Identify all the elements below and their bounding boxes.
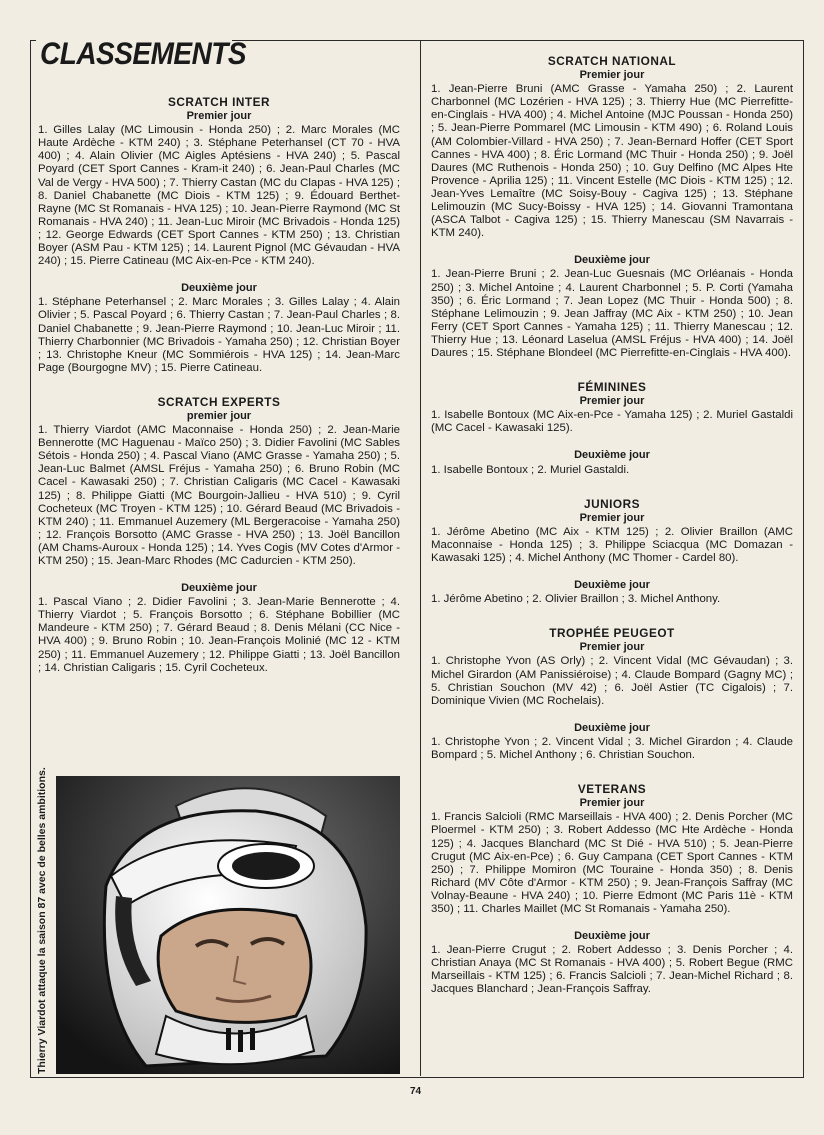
helmet-illustration — [56, 776, 400, 1074]
section-title: TROPHÉE PEUGEOT — [549, 626, 675, 641]
day2-label: Deuxième jour — [574, 930, 650, 943]
results-day1: 1. Gilles Lalay (MC Limousin - Honda 250) ; 2. Marc Morales (MC Haute Ardèche - KTM 240) ; 3. Stéphane Peterhansel (CT 70 - HVA 400) ; 4. Alain Olivier (MC Aigles Aptésiens - HVA 240) ; 5. Pascal Poyard (CET Sport Cannes - Kram-it 240) ; 6. Jean-Paul Charles (MC Val de Vergy - HVA 500) ; 7. Thierry Castan (MC du Clapas - HVA 125) ; 8. Daniel Chabanette (MC Diois - KTM 125) ; 9. Édouard Berthet-Rayne (MC St Romanais - HVA 125) ; 10. Jean-Pierre Raymond (MC St Romanais - HVA 240) ; 11. Jean-Luc Miroir (MC Brivadois - Honda 125) ; 12. George Edwards (CET Sport Cannes - KTM 250) ; 13. Christian Boyer (ASM Pau - KTM 125) ; 14. Laurent Pignol (MC Gévaudan - HVA 240) ; 15. Pierre Catineau (MC Aix-en-Pce - KTM 240). — [38, 124, 400, 268]
section-title: FÉMININES — [577, 380, 647, 395]
section-title: VETERANS — [577, 782, 647, 797]
day2-label: Deuxième jour — [574, 579, 650, 592]
results-day2: 1. Jérôme Abetino ; 2. Olivier Braillon ; 3. Michel Anthony. — [431, 593, 721, 606]
section-scratch-experts — [38, 396, 400, 675]
results-day1: 1. Jérôme Abetino (MC Aix - KTM 125) ; 2. Olivier Braillon (AMC Maconnaise - Honda 125) ; 3. Philippe Sciacqua (MC Domazan - Kawasaki 125) ; 4. Michel Anthony (MC Thomer - Cardel 80). — [431, 525, 793, 564]
section-scratch-inter — [38, 96, 400, 375]
section-juniors — [431, 498, 793, 607]
results-day2: 1. Isabelle Bontoux ; 2. Muriel Gastaldi. — [431, 463, 630, 476]
day1-label: Premier jour — [579, 511, 645, 524]
left-column — [38, 96, 400, 696]
results-day1: 1. Christophe Yvon (AS Orly) ; 2. Vincent Vidal (MC Gévaudan) ; 3. Michel Girardon (AM Panissiéroise) ; 4. Claude Bompard (Gagny MC) ; 5. Christian Souchon (MV 42) ; 6. Joël Astier (TC Cigalois) ; 7. Dominique Vivien (MC Rochelais). — [431, 655, 793, 707]
day2-label: Deuxième jour — [574, 449, 650, 462]
section-title: SCRATCH EXPERTS — [157, 394, 281, 409]
section-title: JUNIORS — [584, 496, 640, 511]
day1-label: Premier jour — [579, 797, 645, 810]
results-day1: 1. Isabelle Bontoux (MC Aix-en-Pce - Yamaha 125) ; 2. Muriel Gastaldi (MC Cacel - Kawasaki 125). — [431, 409, 793, 435]
page-title: CLASSEMENTS — [40, 36, 247, 71]
results-day2: 1. Jean-Pierre Bruni ; 2. Jean-Luc Guesnais (MC Orléanais - Honda 250) ; 3. Michel Antoine ; 4. Laurent Charbonnel ; 5. P. Corti (Yamaha 350) ; 6. Éric Lormand ; 7. Jean Lopez (MC Thuir - Honda 500) ; 8. Stéphane Lelimouzin ; 9. Jean Jaffray (MC Aix - KTM 250) ; 10. Jean Ferry (CET Sport Cannes - Yamaha 125) ; 11. Thierry Manescau ; 12. Thierry Hue ; 13. Léonard Laselua (AMSL Fréjus - HVA 400) ; 14. Joël Daures ; 15. Stéphane Blondeel (MC Pierrefitte-en-Cinglais - HVA 400). — [431, 268, 793, 359]
section-title: SCRATCH INTER — [168, 95, 270, 109]
day2-label: Deuxième jour — [181, 282, 257, 295]
section-title: SCRATCH NATIONAL — [547, 54, 677, 68]
page-number: 74 — [410, 1086, 422, 1097]
section-feminines — [431, 381, 793, 477]
day1-label: Premier jour — [579, 69, 645, 82]
results-day2: 1. Jean-Pierre Crugut ; 2. Robert Addesso ; 3. Denis Porcher ; 4. Christian Anaya (MC St Romanais - HVA 400) ; 5. Robert Begue (RMC Marseillais - KTM 125) ; 6. Francis Salcioli ; 7. Jean-Michel Richard ; 8. Jacques Blanchard ; Jean-François Saffray. — [431, 944, 793, 996]
results-day1: 1. Thierry Viardot (AMC Maconnaise - Honda 250) ; 2. Jean-Marie Bennerotte (MC Haguenau - Maïco 250) ; 3. Didier Favolini (MC Sables Sétois - Honda 250) ; 4. Pascal Viano (AMC Grasse - Yamaha 250) ; 5. Jean-Luc Balmet (AMSL Fréjus - Yamaha 250) ; 6. Bruno Robin (MC Cacel - Kawasaki 250) ; 7. Christian Caligaris (MC Cacel - Kawasaki 125) ; 8. Philippe Giatti (MC Bourgoin-Jallieu - HVA 510) ; 9. Cyril Cocheteux (MC Troyen - KTM 125) ; 10. Gérard Beaud (MC Brivadois - KTM 240) ; 11. Emmanuel Auzemery (ML Bergeracoise - Yamaha 250) ; 12. François Borsotto (AMC Grasse - HVA 250) ; 13. Joël Bancillon (AM Chams-Auroux - Honda 125) ; 14. Yves Cogis (MV Cotes d'Armor - KTM 250) ; 15. Jean-Marc Rhodes (MC Cadurcien - KTM 250). — [38, 424, 400, 567]
results-day2: 1. Pascal Viano ; 2. Didier Favolini ; 3. Jean-Marie Bennerotte ; 4. Thierry Viardot ; 5. François Borsotto ; 6. Stéphane Bobillier (MC Mandeure - KTM 250) ; 7. Gérard Beaud ; 8. Denis Mélani (CC Nice - HVA 400) ; 9. Bruno Robin ; 10. Jean-François Molinié (MC 12 - KTM 250) ; 11. Emmanuel Auzemery ; 12. Philippe Giatti ; 13. Joël Bancillon ; 14. Christian Caligaris ; 15. Cyril Cocheteux. — [38, 596, 400, 674]
photo-caption: Thierry Viardot attaque la saison 87 avec de belles ambitions. — [36, 767, 48, 1074]
day1-label: Premier jour — [579, 641, 645, 654]
day2-label: Deuxième jour — [574, 254, 650, 267]
results-day1: 1. Jean-Pierre Bruni (AMC Grasse - Yamaha 250) ; 2. Laurent Charbonnel (MC Lozérien - HVA 125) ; 3. Thierry Hue (MC Pierrefitte-en-Cinglais - HVA 400) ; 4. Michel Antoine (MJC Poussan - Honda 250) ; 5. Jean-Pierre Pommarel (MC Limousin - KTM 490) ; 6. Roland Louis (AM Colombier-Villard - HVA 250) ; 7. Jean-Bernard Hoffer (CET Sport Cannes - HVA 400) ; 8. Éric Lormand (MC Thuir - Honda 250) ; 9. Joël Daures (MC Ruthenois - Honda 250) ; 10. Guy Delfino (MC Alpes Hte Provence - Aprilia 125) ; 11. Vincent Estelle (MC Diois - KTM 125) ; 12. Jean-Yves Lemaître (MC Soisy-Bouy - Cagiva 125) ; 13. Stéphane Lelimouzin (MC Sucy-Boissy - HVA 125) ; 14. Giovanni Tramontana (ASCA Talbot - Cagiva 125) ; 15. Thierry Manescau (SM Navarrais - KTM 240). — [431, 83, 793, 240]
right-column — [431, 55, 793, 1018]
column-divider — [420, 40, 421, 1076]
section-veterans — [431, 783, 793, 996]
day2-label: Deuxième jour — [574, 721, 650, 734]
rider-photo — [56, 776, 400, 1074]
day1-label: Premier jour — [579, 395, 645, 408]
results-day1: 1. Francis Salcioli (RMC Marseillais - HVA 400) ; 2. Denis Porcher (MC Ploermel - KTM 250) ; 3. Robert Addesso (MC Hte Ardèche - Honda 125) ; 4. Jacques Blanchard (MC St Dié - HVA 510) ; 5. Jean-Pierre Crugut (MC Aix-en-Pce) ; 6. Guy Campana (CET Sport Cannes - KTM 250) ; 7. Philippe Momiron (MC Touraine - Honda 350) ; 8. Denis Richard (MV Côte d'Armor - KTM 250) ; 9. Jean-François Saffray (MC Volnay-Beaune - HVA 240) ; 10. Pierre Edmont (MC Paris 11è - KTM 350) ; 11. Charles Maillet (MC St Romanais - Yamaha 250). — [431, 811, 793, 915]
day1-label: premier jour — [186, 409, 252, 422]
day1-label: Premier jour — [186, 110, 252, 123]
section-scratch-national — [431, 55, 793, 360]
results-day2: 1. Stéphane Peterhansel ; 2. Marc Morales ; 3. Gilles Lalay ; 4. Alain Olivier ; 5. Pascal Poyard ; 6. Thierry Castan ; 7. Jean-Paul Charles ; 8. Daniel Chabanette ; 9. Jean-Pierre Raymond ; 10. Jean-Luc Miroir ; 11. Thierry Charbonnier (MC Brivadois - Yamaha 250) ; 12. Christian Boyer ; 13. Christophe Kneur (MC Sommiérois - HVA 125) ; 14. Jean-Marc Page (Bourgogne MV) ; 15. Pierre Catineau. — [38, 296, 400, 374]
section-trophee-peugeot — [431, 627, 793, 762]
results-day2: 1. Christophe Yvon ; 2. Vincent Vidal ; 3. Michel Girardon ; 4. Claude Bompard ; 5. Michel Anthony ; 6. Christian Souchon. — [431, 735, 793, 762]
day2-label: Deuxième jour — [181, 582, 257, 595]
